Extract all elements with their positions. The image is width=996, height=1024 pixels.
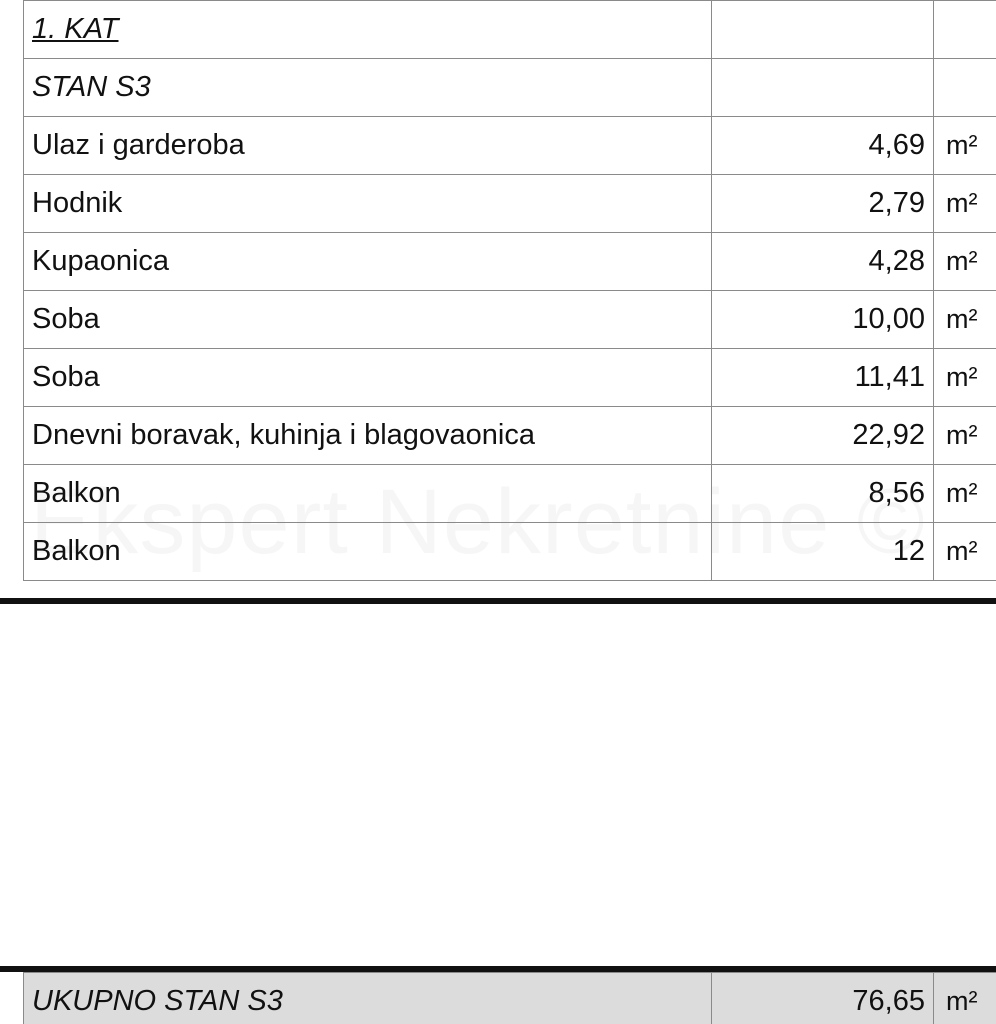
room-name: Ulaz i garderoba [24, 117, 712, 175]
total-table [23, 972, 996, 1024]
area-unit: m² [934, 973, 996, 1024]
total-area: 76,65 [712, 973, 934, 1024]
room-name: Kupaonica [24, 233, 712, 291]
empty-cell [712, 1, 934, 59]
table-row [24, 233, 996, 291]
table-row [24, 175, 996, 233]
room-area-table [23, 0, 996, 581]
table-row [24, 465, 996, 523]
room-area: 22,92 [712, 407, 934, 465]
area-unit: m² [934, 523, 996, 581]
apartment-heading: STAN S3 [24, 59, 712, 117]
area-unit: m² [934, 233, 996, 291]
area-unit: m² [934, 349, 996, 407]
room-name: Hodnik [24, 175, 712, 233]
table-row [24, 349, 996, 407]
room-name: Soba [24, 349, 712, 407]
table-row-total [24, 973, 996, 1024]
table-row-floor [24, 1, 996, 59]
room-name: Balkon [24, 465, 712, 523]
section-divider [0, 598, 996, 604]
area-unit: m² [934, 407, 996, 465]
table-row-apartment [24, 59, 996, 117]
table-row [24, 291, 996, 349]
empty-cell [934, 59, 996, 117]
area-unit: m² [934, 117, 996, 175]
room-area: 8,56 [712, 465, 934, 523]
area-unit: m² [934, 291, 996, 349]
empty-cell [934, 1, 996, 59]
room-area: 4,69 [712, 117, 934, 175]
table-row [24, 117, 996, 175]
total-label: UKUPNO STAN S3 [24, 973, 712, 1024]
room-area: 4,28 [712, 233, 934, 291]
room-name: Soba [24, 291, 712, 349]
area-unit: m² [934, 175, 996, 233]
room-area: 12 [712, 523, 934, 581]
empty-cell [712, 59, 934, 117]
room-area: 11,41 [712, 349, 934, 407]
floor-heading: 1. KAT [24, 1, 712, 59]
table-row [24, 523, 996, 581]
room-name: Dnevni boravak, kuhinja i blagovaonica [24, 407, 712, 465]
area-unit: m² [934, 465, 996, 523]
room-area: 10,00 [712, 291, 934, 349]
room-name: Balkon [24, 523, 712, 581]
room-area: 2,79 [712, 175, 934, 233]
table-row [24, 407, 996, 465]
